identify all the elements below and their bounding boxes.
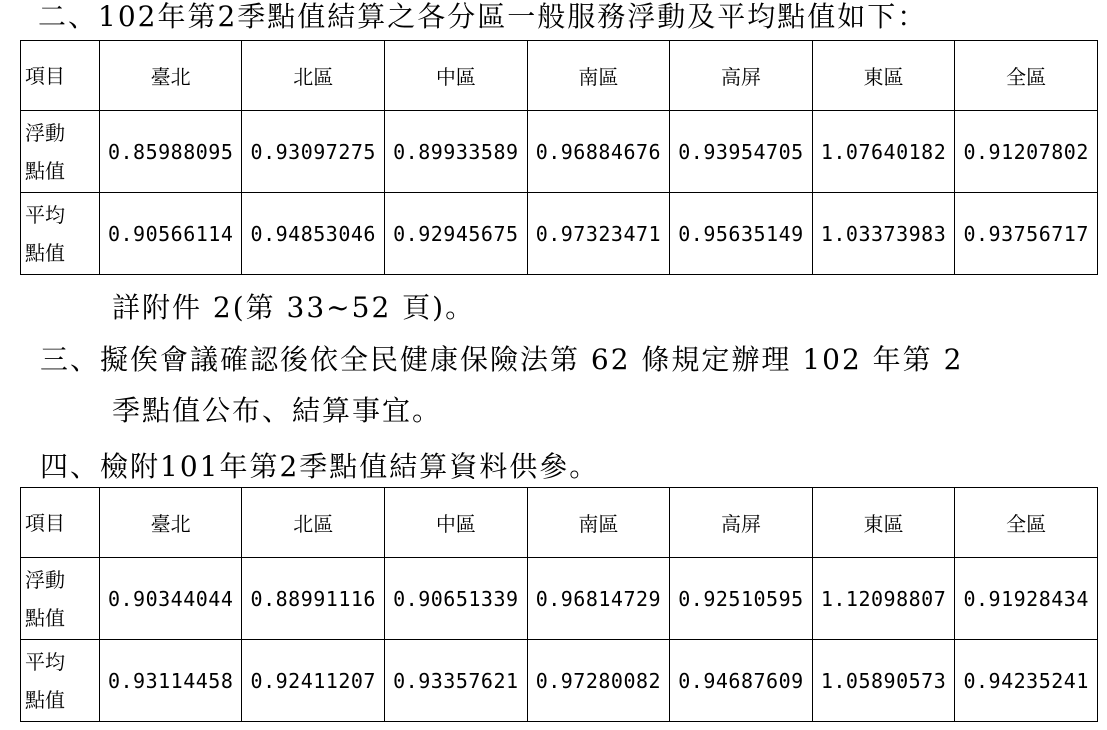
row-label-line1: 平均: [25, 202, 65, 227]
header-kaoping: 高屏: [670, 488, 813, 558]
header-central: 中區: [385, 488, 528, 558]
cell-value: 1.12098807: [812, 558, 955, 640]
cell-value: 0.96814729: [527, 558, 670, 640]
header-item: 項目: [21, 488, 100, 558]
row-label-floating: [21, 558, 100, 640]
section-2-heading: 二、102年第2季點值結算之各分區一般服務浮動及平均點值如下：: [38, 0, 928, 33]
header-east: 東區: [812, 488, 955, 558]
cell-value: 0.96884676: [527, 111, 670, 193]
row-label-floating: [21, 111, 100, 193]
header-south: 南區: [527, 488, 670, 558]
cell-value: 0.89933589: [385, 111, 528, 193]
table-header-row: [21, 488, 1098, 558]
row-label-average: [21, 193, 100, 275]
header-north: 北區: [242, 41, 385, 111]
row-label-line2: 點值: [25, 605, 65, 630]
header-item: 項目: [21, 41, 100, 111]
cell-value: 0.91928434: [955, 558, 1098, 640]
cell-value: 0.90651339: [385, 558, 528, 640]
header-kaoping: 高屏: [670, 41, 813, 111]
cell-value: 0.93756717: [955, 193, 1098, 275]
row-label-line1: 浮動: [25, 120, 65, 145]
cell-value: 0.92945675: [385, 193, 528, 275]
header-east: 東區: [812, 41, 955, 111]
cell-value: 0.94235241: [955, 640, 1098, 722]
header-all: 全區: [955, 41, 1098, 111]
cell-value: 0.97280082: [527, 640, 670, 722]
cell-value: 0.88991116: [242, 558, 385, 640]
row-label-average: [21, 640, 100, 722]
cell-value: 1.03373983: [812, 193, 955, 275]
header-taipei: 臺北: [99, 488, 242, 558]
section-3-line-2: 季點值公布、結算事宜。: [112, 394, 443, 427]
cell-value: 0.85988095: [99, 111, 242, 193]
header-taipei: 臺北: [99, 41, 242, 111]
cell-value: 1.05890573: [812, 640, 955, 722]
cell-value: 0.94687609: [670, 640, 813, 722]
header-central: 中區: [385, 41, 528, 111]
cell-value: 0.92510595: [670, 558, 813, 640]
cell-value: 0.93114458: [99, 640, 242, 722]
cell-value: 0.93097275: [242, 111, 385, 193]
table-row-average: [21, 193, 1098, 275]
header-all: 全區: [955, 488, 1098, 558]
cell-value: 0.94853046: [242, 193, 385, 275]
table-row-average: [21, 640, 1098, 722]
header-north: 北區: [242, 488, 385, 558]
attachment-note: 詳附件 2(第 33~52 頁)。: [112, 291, 476, 324]
cell-value: 0.95635149: [670, 193, 813, 275]
row-label-line1: 浮動: [25, 567, 65, 592]
cell-value: 0.92411207: [242, 640, 385, 722]
cell-value: 0.90566114: [99, 193, 242, 275]
section-3-line-1: 三、擬俟會議確認後依全民健康保險法第 62 條規定辦理 102 年第 2: [40, 343, 964, 376]
cell-value: 0.93954705: [670, 111, 813, 193]
cell-value: 0.93357621: [385, 640, 528, 722]
header-south: 南區: [527, 41, 670, 111]
row-label-line1: 平均: [25, 649, 65, 674]
cell-value: 0.97323471: [527, 193, 670, 275]
section-4-heading: 四、檢附101年第2季點值結算資料供參。: [40, 450, 600, 483]
point-value-table-101q2: [20, 487, 1098, 722]
cell-value: 1.07640182: [812, 111, 955, 193]
cell-value: 0.90344044: [99, 558, 242, 640]
row-label-line2: 點值: [25, 158, 65, 183]
row-label-line2: 點值: [25, 240, 65, 265]
row-label-line2: 點值: [25, 687, 65, 712]
table-row-floating: [21, 111, 1098, 193]
cell-value: 0.91207802: [955, 111, 1098, 193]
table-row-floating: [21, 558, 1098, 640]
point-value-table-102q2: [20, 40, 1098, 275]
table-header-row: [21, 41, 1098, 111]
